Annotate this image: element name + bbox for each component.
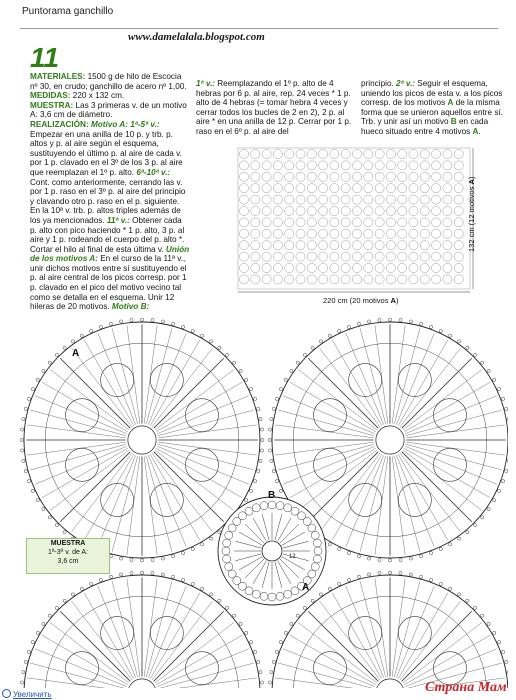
schema-motif (296, 195, 305, 204)
schema-motif (319, 184, 328, 193)
height-label-a: A (467, 179, 476, 185)
instructions-column-3 (361, 79, 504, 137)
schema-motif (443, 275, 452, 284)
schema-motif (454, 184, 463, 193)
schema-motif (341, 252, 350, 261)
schema-motif (273, 252, 282, 261)
schema-motif (409, 195, 418, 204)
schema-motif (239, 252, 248, 261)
schema-motif (398, 241, 407, 250)
schema-motif (420, 195, 429, 204)
schema-motif (330, 218, 339, 227)
schema-motif (251, 206, 260, 215)
label-a-2: A (302, 582, 310, 593)
materiales-text: 1500 g de hilo de Escocia nº 30, en crudo; ganchillo de acero nº 1,00. (30, 72, 187, 91)
schema-motif (454, 149, 463, 158)
schema-motif (319, 161, 328, 170)
schema-motif (307, 172, 316, 181)
instructions-column-1 (30, 72, 190, 312)
width-dimension (323, 296, 398, 305)
schema-motif (420, 161, 429, 170)
schema-motif (398, 263, 407, 272)
schema-motif (352, 229, 361, 238)
b-text-2: Seguir el esquema, uniendo los picos de esta v. a los picos corresp. de los motivos (361, 79, 503, 108)
label-a-1: A (72, 348, 80, 359)
schema-motif (454, 263, 463, 272)
schema-motif (262, 229, 271, 238)
schema-motif (285, 241, 294, 250)
schema-motif (375, 229, 384, 238)
schema-motif (432, 184, 441, 193)
v11-label: 11ª v.: (106, 215, 130, 225)
schema-motif (352, 263, 361, 272)
schema-motif (319, 275, 328, 284)
schema-motif (296, 241, 305, 250)
zoom-label: Увеличить (13, 690, 52, 699)
schema-motif (375, 206, 384, 215)
schema-motif (386, 184, 395, 193)
schema-motif (239, 195, 248, 204)
schema-motif (285, 195, 294, 204)
schema-motif (319, 206, 328, 215)
schema-motif (239, 229, 248, 238)
zoom-link[interactable] (2, 689, 52, 699)
schema-motif (307, 218, 316, 227)
schema-motif (375, 263, 384, 272)
motivo-b-label: Motivo B: (111, 302, 150, 312)
label-b: B (268, 490, 276, 501)
schema-motif (285, 229, 294, 238)
schema-motif (454, 172, 463, 181)
schema-motif (352, 172, 361, 181)
ref-b: B (450, 117, 457, 127)
schema-motif (251, 161, 260, 170)
schema-motif (386, 218, 395, 227)
schema-motif (262, 149, 271, 158)
schema-motif (375, 184, 384, 193)
instructions-column-2 (196, 79, 353, 137)
schema-motif (319, 149, 328, 158)
schema-motif (273, 206, 282, 215)
schema-motif (386, 275, 395, 284)
schema-motif (454, 252, 463, 261)
schema-motif (420, 263, 429, 272)
schema-motif (352, 218, 361, 227)
width-label-close: ) (395, 296, 399, 305)
schema-motif (398, 161, 407, 170)
schema-motif (352, 149, 361, 158)
schema-motif (432, 195, 441, 204)
motif-b (218, 497, 326, 605)
schema-motif (262, 161, 271, 170)
schema-motif (454, 161, 463, 170)
ref-a-2: A (472, 126, 479, 136)
schema-motif (285, 263, 294, 272)
schema-motif (262, 172, 271, 181)
schema-motif (273, 241, 282, 250)
schema-motif (251, 252, 260, 261)
magnifier-icon (2, 689, 11, 698)
schema-motif (432, 206, 441, 215)
schema-motif (443, 149, 452, 158)
schema-motif (454, 218, 463, 227)
materiales-label: MATERIALES: (30, 72, 86, 81)
schema-motif (319, 252, 328, 261)
schema-motif (375, 252, 384, 261)
v6-text: Cont. como anteriormente, cerrando las v. por 1 p. raso en el 3º p. al aire del principio y clavando otro p. raso en el p. siguiente. En la 10ª v. trb. p. altos triples además de los ya mencionados. (30, 177, 186, 225)
schema-motif (251, 195, 260, 204)
schema-motif (251, 149, 260, 158)
schema-motif (352, 184, 361, 193)
schema-motif (398, 275, 407, 284)
schema-motif (341, 218, 350, 227)
schema-motif (364, 229, 373, 238)
schema-motif (239, 263, 248, 272)
schema-motif (432, 161, 441, 170)
schema-motif (443, 229, 452, 238)
schema-motif (409, 252, 418, 261)
schema-motif (239, 206, 248, 215)
schema-motif (262, 252, 271, 261)
schema-motif (262, 263, 271, 272)
schema-motif (352, 161, 361, 170)
width-label-a: A (390, 296, 396, 305)
schema-motif (443, 206, 452, 215)
schema-motif (262, 195, 271, 204)
schema-motif (239, 241, 248, 250)
schema-motif (296, 161, 305, 170)
medidas-text: 220 x 132 cm. (70, 91, 125, 101)
schema-motif (432, 263, 441, 272)
v6-label: 6ª-10ª v.: (136, 167, 171, 177)
schema-motif (386, 206, 395, 215)
schema-motif (420, 218, 429, 227)
schema-motif (239, 172, 248, 181)
schema-motif (296, 229, 305, 238)
schema-motif-grid (239, 149, 463, 284)
schema-motif (262, 184, 271, 193)
schema-motif (364, 195, 373, 204)
ref-a: A (447, 98, 454, 108)
schema-motif (409, 184, 418, 193)
schema-motif (296, 184, 305, 193)
schema-motif (341, 195, 350, 204)
schema-motif (239, 275, 248, 284)
schema-motif (386, 149, 395, 158)
schema-motif (432, 149, 441, 158)
schema-motif (432, 252, 441, 261)
schema-motif (273, 263, 282, 272)
schema-motif (420, 252, 429, 261)
schema-motif (420, 149, 429, 158)
muestra-text: Las 3 primeras v. de un motivo A: 3,6 cm de diámetro. (30, 100, 187, 120)
schema-motif (273, 275, 282, 284)
schema-motif (251, 184, 260, 193)
schema-motif (352, 241, 361, 250)
schema-motif (262, 275, 271, 284)
b-text-3: de la misma forma que se unieron aquellos entre sí. Trb. y unir así un motivo (361, 98, 504, 127)
schema-motif (443, 263, 452, 272)
schema-motif (375, 161, 384, 170)
schema-motif (409, 241, 418, 250)
schema-motif (432, 275, 441, 284)
schema-motif (454, 275, 463, 284)
schema-motif (273, 229, 282, 238)
schema-motif (420, 241, 429, 250)
schema-motif (454, 229, 463, 238)
muestra-box (26, 538, 110, 574)
schema-motif (239, 218, 248, 227)
b-v2-label: 2ª v.: (396, 79, 416, 88)
header-rule (20, 28, 498, 29)
b-text-4: en cada hueco situado entre 4 motivos (361, 117, 489, 136)
schema-motif (273, 218, 282, 227)
schema-motif (409, 149, 418, 158)
schema-motif (262, 241, 271, 250)
schema-motif (409, 206, 418, 215)
schema-motif (398, 195, 407, 204)
schema-motif (319, 218, 328, 227)
schema-motif (364, 263, 373, 272)
schema-motif (432, 229, 441, 238)
schema-motif (307, 229, 316, 238)
realizacion-label: REALIZACIÓN: (30, 119, 89, 129)
schema-motif (285, 275, 294, 284)
schema-motif (251, 172, 260, 181)
schema-motif (364, 218, 373, 227)
schema-motif (273, 184, 282, 193)
schema-motif (285, 252, 294, 261)
schema-motif (251, 241, 260, 250)
schema-motif (285, 149, 294, 158)
schema-motif (341, 263, 350, 272)
schema-motif (330, 161, 339, 170)
schema-motif (443, 241, 452, 250)
schema-motif (251, 263, 260, 272)
schema-motif (307, 252, 316, 261)
schema-motif (319, 241, 328, 250)
schema-motif (307, 161, 316, 170)
schema-motif (386, 161, 395, 170)
schema-motif (409, 229, 418, 238)
assembly-schema (236, 146, 476, 296)
schema-motif (296, 252, 305, 261)
crochet-diagram (20, 318, 508, 688)
schema-motif (443, 184, 452, 193)
schema-motif (398, 229, 407, 238)
schema-motif (296, 149, 305, 158)
schema-motif (285, 172, 294, 181)
schema-motif (409, 275, 418, 284)
schema-motif (296, 218, 305, 227)
schema-motif (443, 172, 452, 181)
schema-motif (364, 275, 373, 284)
schema-motif (443, 252, 452, 261)
blog-url: www.damelalala.blogspot.com (128, 31, 265, 43)
schema-motif (319, 229, 328, 238)
schema-motif (375, 218, 384, 227)
schema-motif (432, 218, 441, 227)
schema-motif (409, 218, 418, 227)
schema-motif (398, 206, 407, 215)
schema-motif (341, 161, 350, 170)
schema-motif (364, 241, 373, 250)
schema-motif (262, 206, 271, 215)
schema-motif (386, 229, 395, 238)
schema-motif (330, 263, 339, 272)
schema-motif (432, 241, 441, 250)
schema-motif (443, 218, 452, 227)
schema-motif (409, 263, 418, 272)
center-number: 12 (289, 554, 296, 560)
schema-motif (330, 252, 339, 261)
schema-motif (285, 184, 294, 193)
b-text-1: principio. (361, 79, 397, 88)
schema-motif (285, 206, 294, 215)
schema-motif (239, 184, 248, 193)
schema-motif (375, 195, 384, 204)
schema-motif (443, 195, 452, 204)
schema-motif (398, 252, 407, 261)
schema-motif (386, 241, 395, 250)
schema-motif (307, 241, 316, 250)
schema-motif (443, 161, 452, 170)
schema-motif (307, 263, 316, 272)
schema-motif (330, 206, 339, 215)
schema-motif (341, 149, 350, 158)
schema-motif (296, 172, 305, 181)
schema-motif (296, 275, 305, 284)
schema-motif (398, 149, 407, 158)
section-title: Puntorama ganchillo (22, 6, 114, 17)
width-label: 220 cm (20 motivos (323, 296, 391, 305)
schema-motif (386, 252, 395, 261)
medidas-label: MEDIDAS: (30, 91, 71, 101)
schema-motif (307, 195, 316, 204)
schema-motif (273, 149, 282, 158)
schema-motif (420, 275, 429, 284)
schema-motif (352, 206, 361, 215)
schema-motif (330, 149, 339, 158)
schema-motif (364, 252, 373, 261)
schema-motif (352, 275, 361, 284)
union-label: Unión de los motivos A: (30, 244, 190, 264)
schema-motif (330, 275, 339, 284)
schema-motif (420, 172, 429, 181)
schema-motif (364, 184, 373, 193)
schema-motif (285, 218, 294, 227)
schema-motif (319, 195, 328, 204)
schema-motif (375, 241, 384, 250)
schema-motif (285, 161, 294, 170)
b-text-5: . (478, 126, 481, 136)
schema-motif (352, 195, 361, 204)
schema-motif (330, 241, 339, 250)
schema-motif (273, 161, 282, 170)
schema-motif (330, 195, 339, 204)
union-text: En el curso de la 11ª v., unir dichos motivos entre sí sustituyendo el p. al aire central de los picos corresp. por 1 p. clavado en el pico del motivo vecino tal como se detalla en el esquema. Unir 12 hileras de 20 motivos. (30, 254, 187, 312)
schema-motif (251, 275, 260, 284)
watermark: Страна Мам (425, 680, 507, 695)
schema-motif (409, 161, 418, 170)
schema-motif (364, 149, 373, 158)
schema-motif (375, 149, 384, 158)
schema-motif (319, 263, 328, 272)
schema-motif (341, 275, 350, 284)
schema-motif (330, 229, 339, 238)
schema-motif (262, 218, 271, 227)
schema-motif (386, 172, 395, 181)
schema-motif (386, 195, 395, 204)
schema-motif (364, 161, 373, 170)
v11-text: Obtener cada p. alto con pico haciendo * 1 p. alto, 3 p. al aire y 1 p. rodeando el cuerpo del p. alto *. Cortar el hilo al final de esta última v. (30, 215, 185, 254)
schema-motif (398, 218, 407, 227)
schema-motif (341, 241, 350, 250)
schema-motif (341, 206, 350, 215)
schema-motif (398, 184, 407, 193)
schema-motif (273, 172, 282, 181)
schema-motif (341, 172, 350, 181)
schema-motif (296, 263, 305, 272)
schema-motif (296, 206, 305, 215)
schema-motif (239, 149, 248, 158)
schema-motif (307, 275, 316, 284)
schema-motif (352, 252, 361, 261)
schema-motif (341, 229, 350, 238)
schema-motif (409, 172, 418, 181)
schema-motif (454, 241, 463, 250)
schema-motif (375, 275, 384, 284)
schema-motif (420, 206, 429, 215)
schema-motif (364, 206, 373, 215)
schema-motif (251, 229, 260, 238)
schema-motif (251, 218, 260, 227)
schema-motif (319, 172, 328, 181)
schema-motif (330, 184, 339, 193)
schema-motif (341, 184, 350, 193)
schema-motif (454, 195, 463, 204)
schema-motif (307, 184, 316, 193)
b-v1-text: Reemplazando el 1º p. alto de 4 hebras por 6 p. al aire, rep. 24 veces * 1 p. alto de 4 hebras (= tomar hebra 4 veces y cerrar todos los bucles de 2 en 2), 2 p. al aire * en una anilla de 12 p. Cerrar por 1 p. raso en el 6º p. al aire del (196, 79, 352, 136)
height-label-close: ) (467, 176, 476, 180)
schema-motif (386, 263, 395, 272)
schema-motif (420, 229, 429, 238)
muestra-line-1: 1ª-3ª v. de A: (47, 549, 89, 556)
schema-motif (454, 206, 463, 215)
schema-motif (364, 172, 373, 181)
pattern-number: 11 (30, 42, 60, 73)
motivo-a-label: Motivo A: 1ª-5ª v.: (90, 119, 160, 129)
schema-motif (273, 195, 282, 204)
motif-a (20, 571, 264, 688)
schema-motif (398, 172, 407, 181)
schema-motif (307, 149, 316, 158)
schema-motif (239, 161, 248, 170)
height-label: 132 cm (12 motivos (467, 184, 476, 252)
height-dimension (467, 177, 476, 252)
schema-motif (432, 172, 441, 181)
b-v1-label: 1ª v.: (196, 79, 215, 88)
muestra-title: MUESTRA (50, 540, 86, 547)
schema-motif (375, 172, 384, 181)
schema-motif (420, 184, 429, 193)
motivo-a-text: Empezar en una anilla de 10 p. y trb. p. altos y p. al aire según el esquema, sustituyendo el último p. al aire de cada v. por 1 p. clavado en el 3º de los 3 p. al aire que reemplazan el 1º p. alto. (30, 129, 183, 177)
schema-motif (307, 206, 316, 215)
muestra-line-2: 3,6 cm (57, 558, 79, 565)
muestra-label: MUESTRA: (30, 100, 74, 110)
schema-motif (330, 172, 339, 181)
